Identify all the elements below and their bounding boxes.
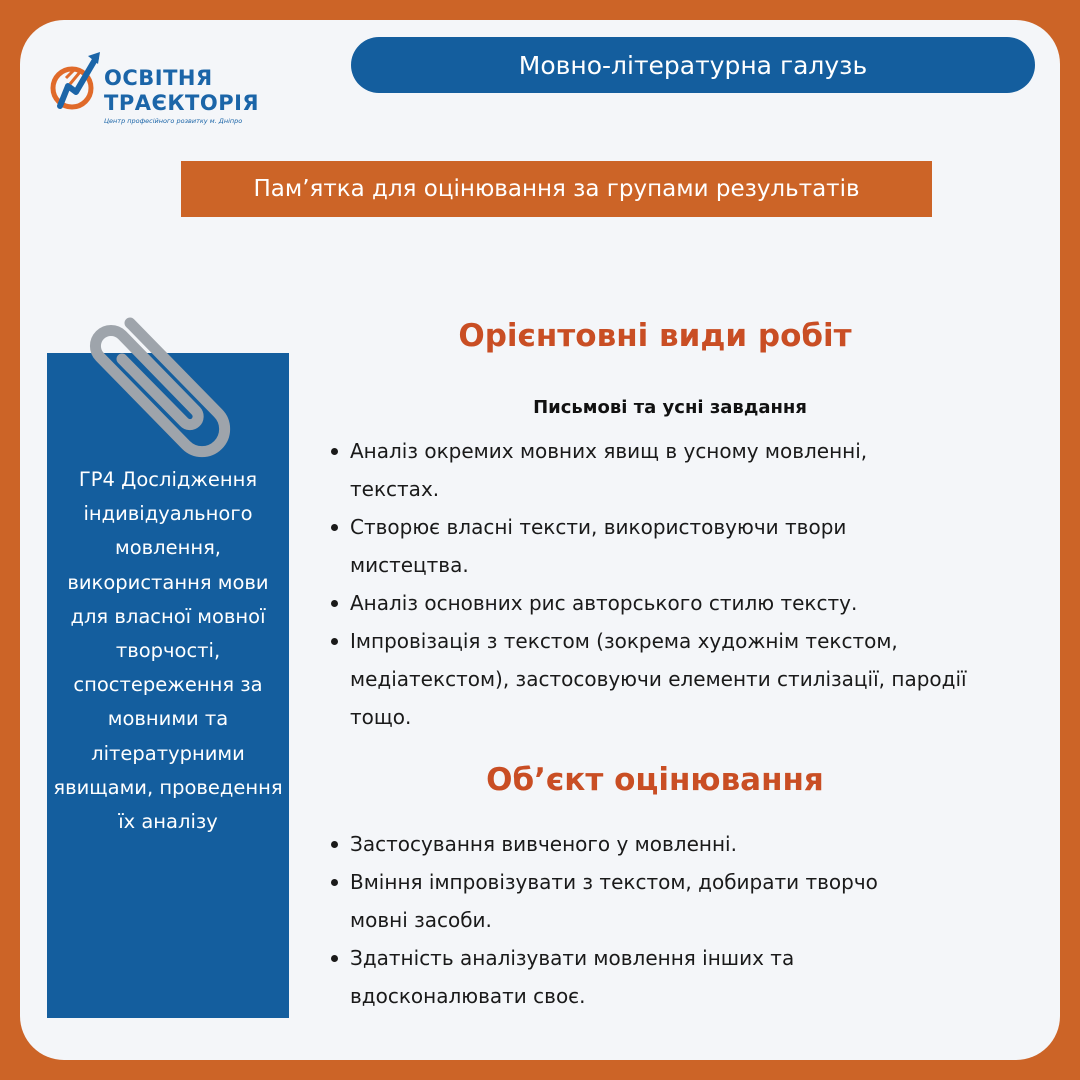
list-item: Імпровізація з текстом (зокрема художнім текстом, медіатекстом), застосовуючи елементи стилізації, пародії тощо. xyxy=(330,622,1030,736)
logo-line-2: ТРАЄКТОРІЯ xyxy=(104,91,260,115)
list-item: Аналіз окремих мовних явищ в усному мовленні, текстах. xyxy=(330,432,1030,508)
list-item: Аналіз основних рис авторського стилю тексту. xyxy=(330,584,1030,622)
result-group-text: ГР4 Дослідження індивідуального мовлення, використання мови для власної мовної творчості, спостереження за мовними та літературними явищами, проведення їх аналізу xyxy=(53,468,283,834)
assessment-object-heading: Об’єкт оцінювання xyxy=(486,762,824,798)
list-item: Вміння імпровізувати з текстом, добирати творчо мовні засоби. xyxy=(330,863,1030,939)
work-types-heading: Орієнтовні види робіт xyxy=(458,318,852,354)
bullet-icon xyxy=(331,524,338,531)
bullet-icon xyxy=(331,600,338,607)
assessment-object-list xyxy=(330,825,1030,1015)
memo-banner: Пам’ятка для оцінювання за групами результатів xyxy=(181,161,932,217)
list-item: Створює власні тексти, використовуючи твори мистецтва. xyxy=(330,508,1030,584)
bullet-icon xyxy=(331,841,338,848)
logo-tagline: Центр професійного розвитку м. Дніпро xyxy=(104,117,243,125)
bullet-icon xyxy=(331,955,338,962)
work-types-subtitle: Письмові та усні завдання xyxy=(533,397,807,418)
bullet-icon xyxy=(331,448,338,455)
work-types-list xyxy=(330,432,1030,736)
trajectory-logo-icon xyxy=(46,48,106,128)
logo-line-1: ОСВІТНЯ xyxy=(104,66,213,90)
paperclip-icon xyxy=(78,295,258,465)
bullet-icon xyxy=(331,638,338,645)
logo xyxy=(46,48,266,128)
list-item: Здатність аналізувати мовлення інших та вдосконалювати своє. xyxy=(330,939,1030,1015)
subject-area-pill: Мовно-літературна галузь xyxy=(351,37,1035,93)
bullet-icon xyxy=(331,879,338,886)
list-item: Застосування вивченого у мовленні. xyxy=(330,825,1030,863)
